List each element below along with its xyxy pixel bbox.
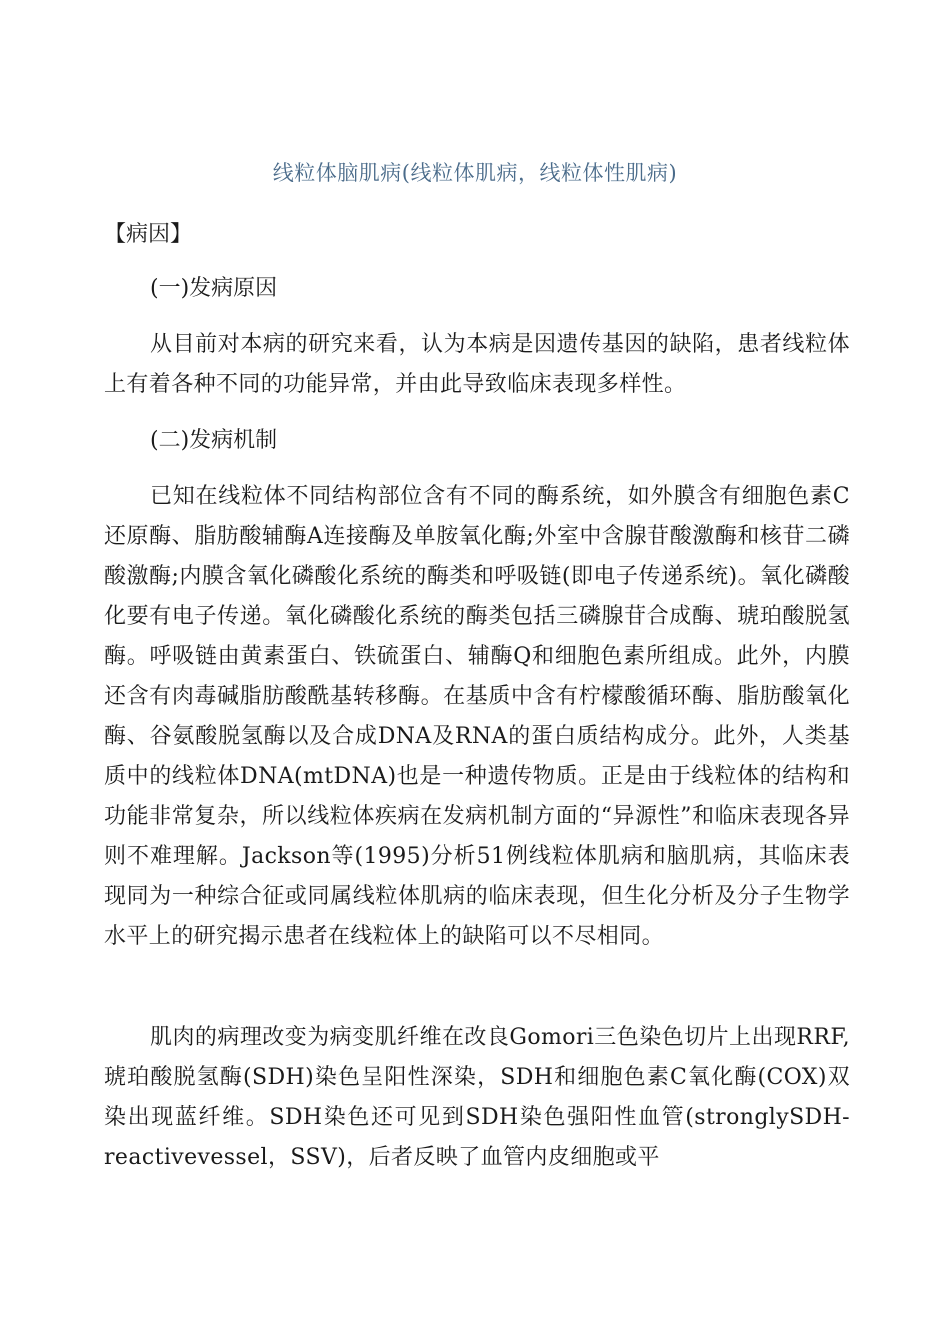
paragraph-mechanism: 已知在线粒体不同结构部位含有不同的酶系统，如外膜含有细胞色素C还原酶、脂肪酸辅酶A连接酶及单胺氧化酶;外室中含腺苷酸激酶和核苷二磷酸激酶;内膜含氧化磷酸化系统的酶类和呼吸链(即电子传递系统)。氧化磷酸化要有电子传递。氧化磷酸化系统的酶类包括三磷腺苷合成酶、琥珀酸脱氢酶。呼吸链由黄素蛋白、铁硫蛋白、辅酶Q和细胞色素所组成。此外，内膜还含有肉毒碱脂肪酸酰基转移酶。在基质中含有柠檬酸循环酶、脂肪酸氧化酶、谷氨酸脱氢酶以及合成DNA及RNA的蛋白质结构成分。此外，人类基质中的线粒体DNA(mtDNA)也是一种遗传物质。正是由于线粒体的结构和功能非常复杂，所以线粒体疾病在发病机制方面的“异源性”和临床表现各异则不难理解。Jackson等(1995)分析51例线粒体肌病和脑肌病，其临床表现同为一种综合征或同属线粒体肌病的临床表现，但生化分析及分子生物学水平上的研究揭示患者在线粒体上的缺陷可以不尽相同。 xyxy=(104,484,850,949)
section-heading-etiology: 【病因】 xyxy=(104,222,193,247)
subheading-mechanism: (二)发病机制 xyxy=(150,428,278,453)
document-title: 线粒体脑肌病(线粒体肌病，线粒体性肌病) xyxy=(272,161,678,185)
subheading-cause: (一)发病原因 xyxy=(150,276,278,301)
paragraph-pathology: 肌肉的病理改变为病变肌纤维在改良Gomori三色染色切片上出现RRF,琥珀酸脱氢酶(SDH)染色呈阳性深染，SDH和细胞色素C氧化酶(COX)双染出现蓝纤维。SDH染色还可见到SDH染色强阳性血管(stronglySDH-reactivevessel，SSV)，后者反映了血管内皮细胞或平 xyxy=(104,1025,850,1170)
paragraph-cause: 从目前对本病的研究来看，认为本病是因遗传基因的缺陷，患者线粒体上有着各种不同的功能异常，并由此导致临床表现多样性。 xyxy=(104,332,850,397)
